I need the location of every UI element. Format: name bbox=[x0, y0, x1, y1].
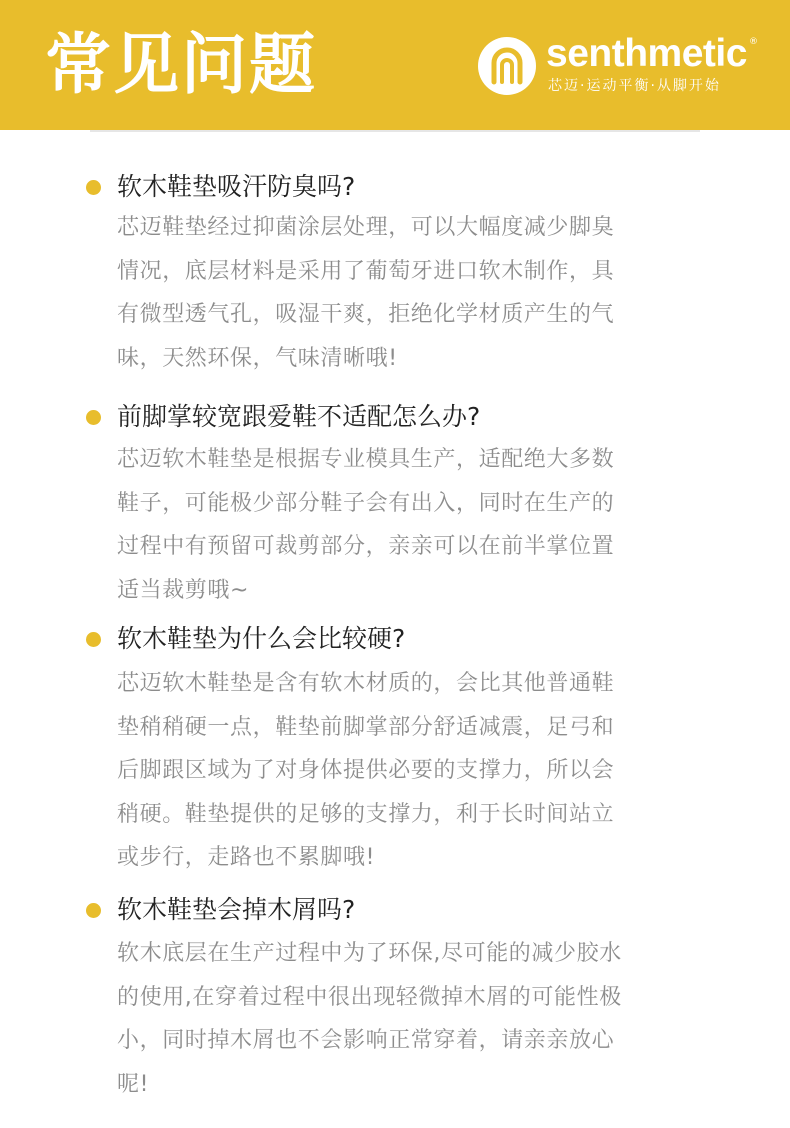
bullet-dot-icon bbox=[86, 410, 101, 425]
senthmetic-logo-icon bbox=[477, 36, 537, 96]
brand-slogan: 芯迈·运动平衡·从脚开始 bbox=[548, 78, 721, 94]
faq-question: 软木鞋垫会掉木屑吗? bbox=[117, 895, 356, 924]
brand-name: senthmetic bbox=[546, 32, 747, 75]
faq-answer-line: 的使用,在穿着过程中很出现轻微掉木屑的可能性极 bbox=[117, 984, 622, 1010]
faq-answer-line: 适当裁剪哦~ bbox=[117, 577, 250, 603]
faq-answer bbox=[117, 206, 699, 380]
faq-answer-line: 有微型透气孔，吸湿干爽，拒绝化学材质产生的气 bbox=[117, 302, 615, 327]
faq-answer-line: 小，同时掉木屑也不会影响正常穿着，请亲亲放心 bbox=[117, 1028, 615, 1053]
faq-answer-line: 垫稍稍硬一点，鞋垫前脚掌部分舒适减震，足弓和 bbox=[117, 714, 615, 740]
bullet-dot-icon bbox=[86, 903, 101, 918]
faq-question: 软木鞋垫为什么会比较硬? bbox=[117, 624, 406, 653]
faq-answer bbox=[117, 662, 699, 880]
faq-question: 前脚掌较宽跟爱鞋不适配怎么办? bbox=[117, 402, 481, 431]
faq-answer-line: 软木底层在生产过程中为了环保,尽可能的减少胶水 bbox=[117, 941, 622, 966]
header-banner bbox=[0, 0, 790, 130]
faq-answer-line: 稍硬。鞋垫提供的足够的支撑力，利于长时间站立 bbox=[117, 801, 615, 827]
faq-answer-line: 或步行，走路也不累脚哦! bbox=[117, 845, 376, 870]
faq-answer-line: 后脚跟区域为了对身体提供必要的支撑力，所以会 bbox=[117, 758, 615, 783]
divider bbox=[90, 130, 700, 132]
faq-answer-line: 鞋子，可能极少部分鞋子会有出入，同时在生产的 bbox=[117, 490, 615, 516]
bullet-dot-icon bbox=[86, 632, 101, 647]
faq-answer-line: 芯迈鞋垫经过抑菌涂层处理，可以大幅度减少脚臭 bbox=[117, 215, 615, 240]
bullet-dot-icon bbox=[86, 180, 101, 195]
faq-answer-line: 味，天然环保，气味清晰哦! bbox=[117, 345, 398, 371]
faq-answer-line: 芯迈软木鞋垫是含有软木材质的，会比其他普通鞋 bbox=[117, 671, 615, 696]
faq-answer-line: 过程中有预留可裁剪部分，亲亲可以在前半掌位置 bbox=[117, 534, 615, 559]
registered-mark: ® bbox=[749, 37, 758, 47]
page-title: 常见问题 bbox=[45, 26, 317, 103]
faq-question: 软木鞋垫吸汗防臭吗? bbox=[117, 172, 356, 201]
faq-answer bbox=[117, 438, 699, 612]
faq-answer bbox=[117, 932, 699, 1106]
faq-answer-line: 情况，底层材料是采用了葡萄牙进口软木制作，具 bbox=[117, 258, 615, 284]
faq-answer-line: 芯迈软木鞋垫是根据专业模具生产，适配绝大多数 bbox=[117, 447, 615, 472]
faq-answer-line: 呢! bbox=[117, 1071, 150, 1097]
